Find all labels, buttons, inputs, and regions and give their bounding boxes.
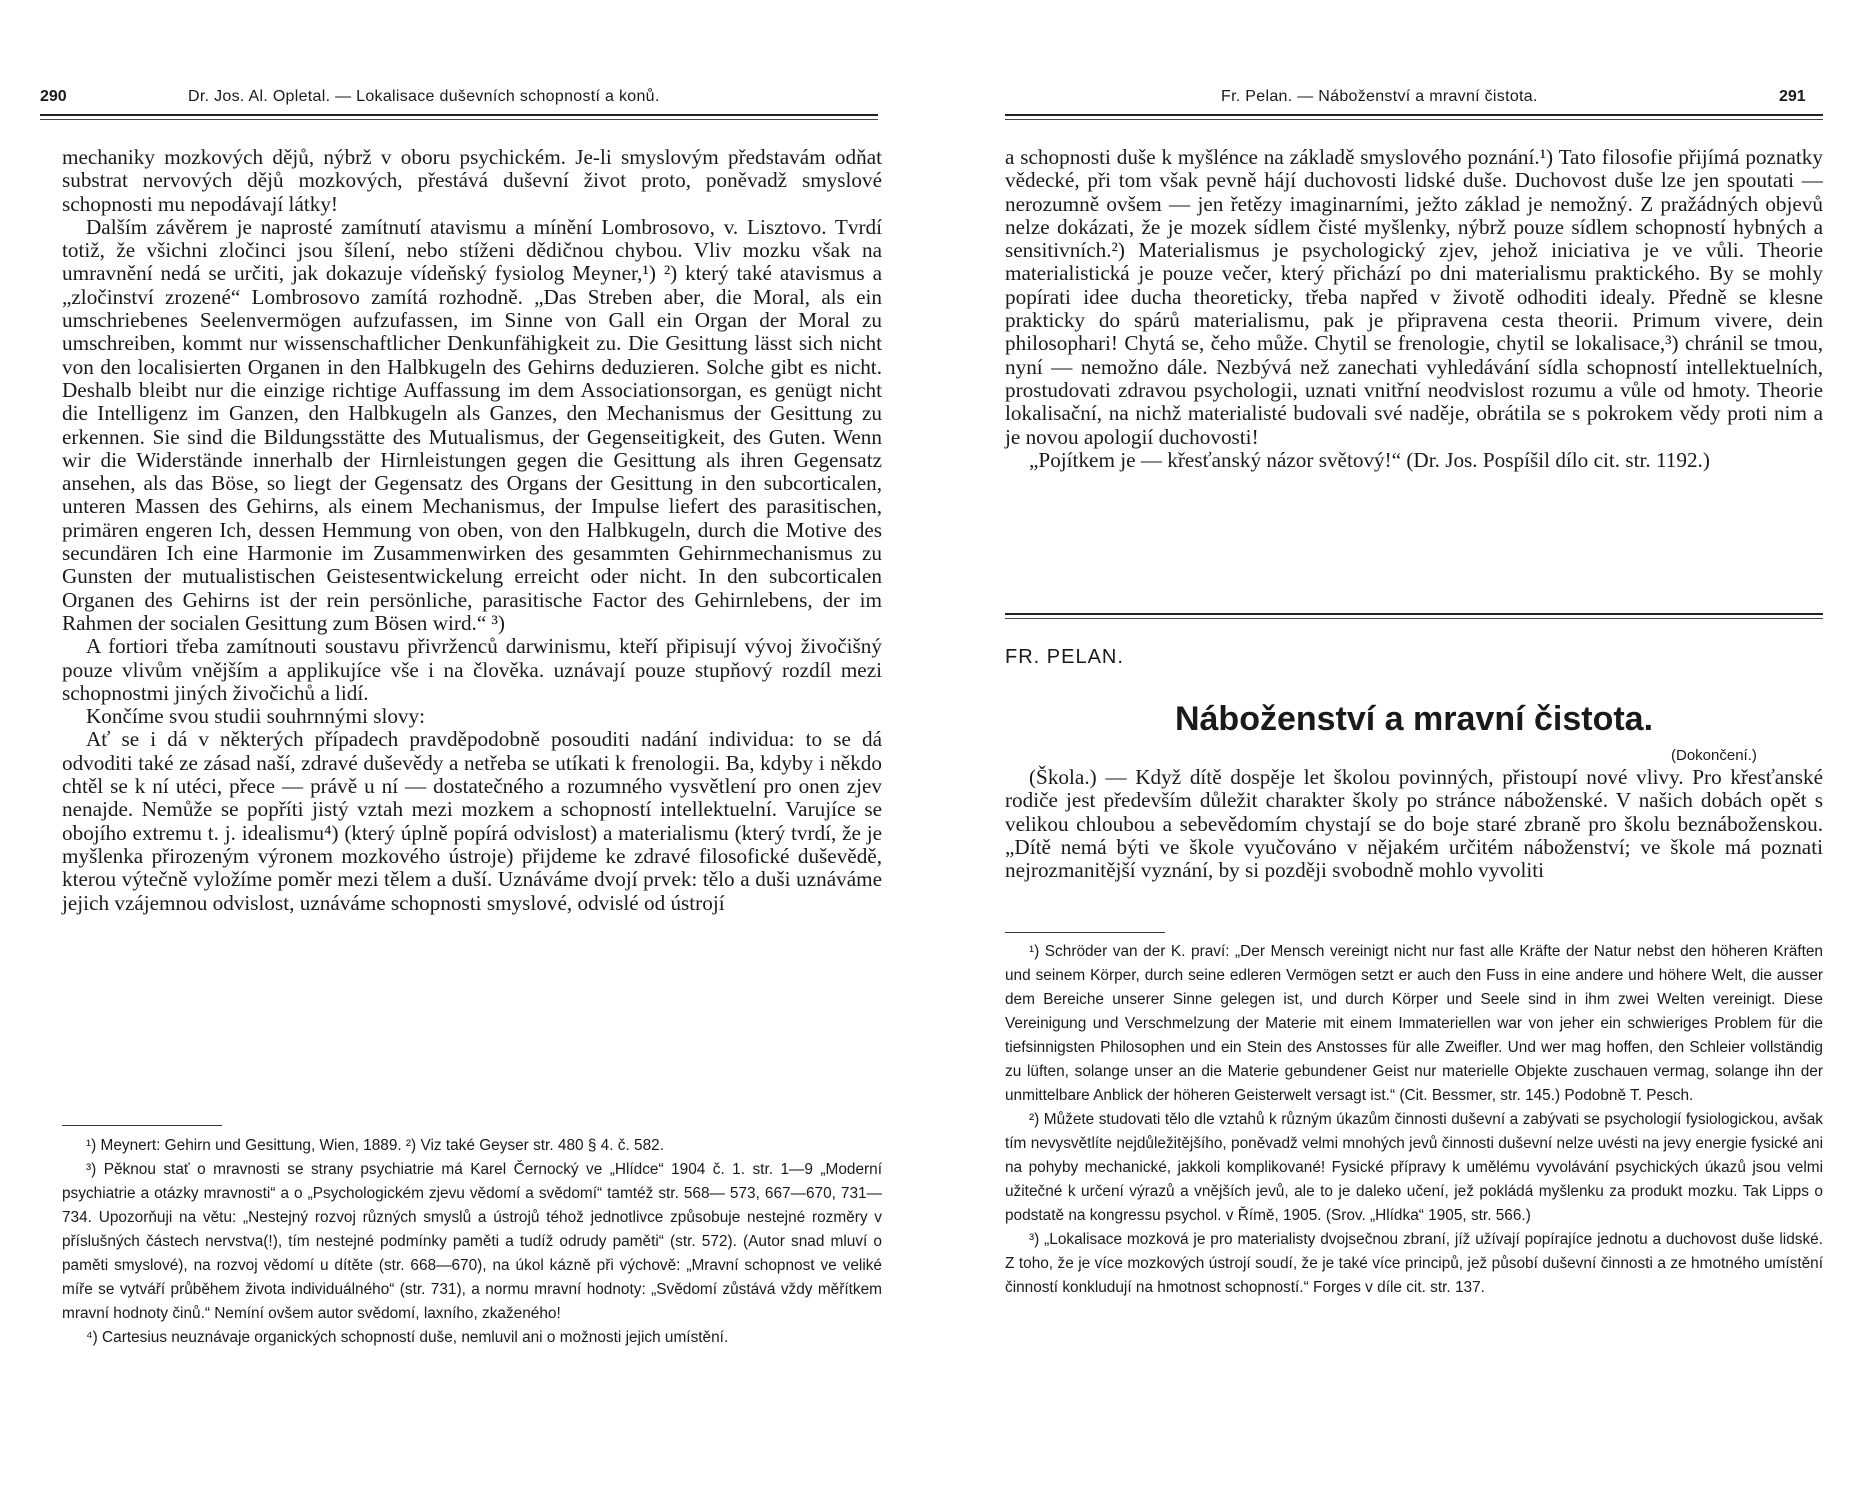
left-paragraph: mechaniky mozkových dějů, nýbrž v oboru psychickém. Je-li smyslovým představám odňat substrat nervových dějů mozkových, přestává duševní život proto, poněvadž smyslové schopnosti mu nepodávají látky! — [62, 145, 882, 216]
right-header — [931, 88, 1862, 112]
left-page-number: 290 — [40, 88, 67, 105]
left-footnotes — [62, 1134, 882, 1350]
footnote: ⁴) Cartesius neuznávaje organických schopností duše, nemluvil ani o možnosti jejich umístění. — [86, 1329, 729, 1346]
right-body-text — [1005, 146, 1823, 472]
right-page-number: 291 — [1779, 88, 1806, 105]
section-divider-rule-thin — [1005, 618, 1823, 619]
left-paragraph: Ať se i dá v některých případech pravděpodobně posouditi nadání individua: to se dá odvoditi také ze zásad naší, zdravé duševědy a netřeba se utíkati k frenologii. Ba, kdyby i někdo chtěl se k ní utéci, přece — právě u ní — dostatečného a rozumného vysvětlení pro onen zjev nenajde. Nemůže se popříti jistý vztah mezi mozkem a schopností intellektuelní. Varujíce se obojího extremu t. j. idealismu⁴) (který úplně popírá odvislost) a materialismu (který tvrdí, že je myšlenka přirozeným výronem mozkového ústroje) přijdeme ke zdravé filosofické duševědě, kterou výtečně vyložíme poměr mezi tělem a duší. Uznáváme dvojí prvek: tělo a duši uznáváme jejich vzájemnou odvislost, uznáváme schopnosti smyslové, odvislé od ústrojí — [62, 727, 882, 915]
left-footnote-rule — [62, 1125, 222, 1126]
right-running-head: Fr. Pelan. — Náboženství a mravní čistota. — [1221, 88, 1538, 105]
article-author: FR. PELAN. — [1005, 646, 1124, 668]
left-paragraph: Končíme svou studii souhrnnými slovy: — [86, 704, 425, 729]
article-continuation-note: (Dokončení.) — [1671, 747, 1757, 764]
left-paragraph: Dalším závěrem je naprosté zamítnutí atavismu a mínění Lombrosovo, v. Lisztovo. Tvrdí totiž, že všichni zločinci jsou šílení, nebo stíženi dědičnou chybou. Vliv mozku však na umravnění nedá se určiti, jak dokazuje vídeňský fysiolog Meyner,¹) ²) který také atavismus a „zločinství zrozené“ Lombrosovo zamítá rozhodně. „Das Streben aber, die Moral, als ein umschriebenes Seelenvermögen aufzufassen, im Sinne von Gall ein Organ der Moral zu umschreiben, kommt nur wissenschaftlicher Denkunfähigkeit zu. Die Gesittung lässt sich nicht von den localisierten Organen in den Halbkugeln des Gehirns deduzieren. Solche gibt es nicht. Deshalb bleibt nur die einzige richtige Auffassung im dem Associationsorgan, es genügt nicht die Intelligenz im Ganzen, den Halbkugeln als Ganzes, den Mechanismus der Gesittung zu erkennen. Sie sind die Bildungsstätte des Mutualismus, der Gegenseitigkeit, des Guten. Wenn wir die Widerstände innerhalb der Hirnleistungen gegen die Gesittung als ihren Gegensatz ansehen, als das Böse, so liegt der Gegensatz des Organs der Gesittung in den subcorticalen, unteren Massen des Gehirns, als einem Mechanismus, der Impulse liefert des parasitischen, primären engeren Ich, dessen Hemmung von oben, von den Halbkugeln, durch die Motive des secundären Ich eine Harmonie im Zusammenwirken des gesammten Gehirnmechanismus zu Gunsten der mutualistischen Geistesentwickelung erreicht oder nicht. In den subcorticalen Organen des Gehirns ist der rein persönliche, parasitische Factor des Gehirnlebens, der im Rahmen der socialen Gesittung zum Bösen wird.“ ³) — [62, 214, 882, 635]
right-footnotes — [1005, 940, 1823, 1300]
right-footnote-rule — [1005, 932, 1165, 933]
article-title: Náboženství a mravní čistota. — [1174, 700, 1654, 738]
section-divider-rule — [1005, 613, 1823, 615]
footnote: ³) „Lokalisace mozková je pro materialisty dvojsečnou zbraní, jíž užívají popírajíce jednotu a duchovost duše lidské. Z toho, že je více mozkových ústrojí soudí, že je také více principů, jež působí duševní činnosti a ze hmotného umístění činností konkludují na hmotnost schopností.“ Forges v díle cit. str. 137. — [1005, 1231, 1823, 1296]
left-header — [0, 88, 931, 112]
footnote: ¹) Meynert: Gehirn und Gesittung, Wien, 1889. ²) Viz také Geyser str. 480 § 4. č. 582. — [86, 1137, 664, 1154]
right-paragraph: „Pojítkem je — křesťanský názor světový!“ (Dr. Jos. Pospíšil dílo cit. str. 1192.) — [1029, 447, 1710, 472]
footnote: ²) Můžete studovati tělo dle vztahů k různým úkazům činnosti duševní a zabývati se psychologií fysiologickou, avšak tím nevysvětlíte nejdůležitějšího, poněvadž velmi mnohých jevů činnosti duševní nelze uvésti na jevy energie fysické ani na pohyby mechanické, jakkoli komplikované! Fysické přípravy k umělému vyvolávání psychických úkazů jsou velmi užitečné k určení výrazů a vnějších jevů, ale to je daleko učení, jež pokládá myšlenku za produkt mozku. Tak Lipps o podstatě na kongressu psychol. v Římě, 1905. (Srov. „Hlídka“ 1905, str. 566.) — [1005, 1111, 1823, 1224]
footnote: ¹) Schröder van der K. praví: „Der Mensch vereinigt nicht nur fast alle Kräfte der Natur nebst den höheren Kräften und seinem Körper, durch seine edleren Vermögen setzt er auch den Fuss in eine andere und höhere Welt, die ausser dem Bereiche unserer Sinne gelegen ist, und durch Körper und Seele sind in ihm zwei Welten vereinigt. Diese Vereinigung und Verschmelzung der Materie mit einem Immateriellen war von jeher ein schwieriges Problem für die tiefsinnigsten Philosophen und ein Stein des Anstosses für alle Zweifler. Und wer mag hoffen, den Schleier vollständig zu lüften, solange unser an die Materie gebundener Geist nur materielle Objekte zuschauen vermag, solange ihn der unmittelbare Anblick der höheren Geisterwelt versagt ist.“ (Cit. Bessmer, str. 145.) Podobně T. Pesch. — [1005, 943, 1823, 1104]
article-body-text — [1005, 766, 1823, 882]
right-header-rule-thin — [1005, 119, 1823, 120]
right-header-rule — [1005, 114, 1823, 116]
left-paragraph: A fortiori třeba zamítnouti soustavu přivrženců darwinismu, kteří připisují vývoj živočišný pouze vlivům vnějším a applikujíce vše i na člověka. uznávají pouze stupňový rozdíl mezi schopnostmi jiných živočichů a lidí. — [62, 634, 882, 705]
right-paragraph: a schopnosti duše k myšlénce na základě smyslového poznání.¹) Tato filosofie přijímá poznatky vědecké, při tom však pevně hájí duchovosti lidské duše. Duchovost duše lze jen spoutati — nerozumně ovšem — jen řetězy imaginarními, ježto základ je nemožný. Z pražádných objevů nelze dokázati, že je mozek sídlem čisté myšlenky, nýbrž pouze sídlem schopností hybných a sensitivních.²) Materialismus je psychologický zjev, jehož iniciativa je ve vůli. Theorie materialistická je pouze večer, který přichází po dni materialismu praktického. By se mohly popírati idee ducha theoreticky, třeba napřed v životě odhoditi idealy. Předně se klesne prakticky do spárů materialismu, pak je připravena cesta theorii. Primum vivere, dein philosophari! Chytá se, čeho může. Chytil se frenologie, chytil se lokalisace,³) chránil se tmou, nyní — nemožno dále. Nezbývá než zanechati vyhledávání sídla schopností intellektuelních, prostudovati zdravou psychologii, uznati vnitřní neodvislost rozumu a vůle od hmoty. Theorie lokalisační, na nichž materialisté budovali své naděje, obrátila se s pokrokem vědy proti nim a je novou apologií duchovosti! — [1005, 145, 1823, 449]
article-paragraph: (Škola.) — Když dítě dospěje let školou povinných, přistoupí nové vlivy. Pro křesťanské rodiče jest především důležit charakter školy po stránce náboženské. V našich dobách opět s velikou chloubou a sebevědomím chystají se do boje staré zbraně pro školu beznáboženskou. „Dítě nemá býti ve škole vyučováno v nějakém určitém náboženství; ve škole má poznati nejrozmanitější vyznání, by si později svobodně mohlo vyvoliti — [1005, 765, 1823, 883]
footnote: ³) Pěknou stať o mravnosti se strany psychiatrie má Karel Černocký ve „Hlídce“ 1904 č. 1. str. 1—9 „Moderní psychiatrie a otázky mravnosti“ a o „Psychologickém zjevu vědomí a svědomí“ tamtéž str. 568— 573, 667—670, 731—734. Upozorňuji na větu: „Nestejný rozvoj různých smyslů a ústrojů téhož jednotlivce způsobuje nestejné rozměry v příslušných částech nervstva(!), tím nestejné podmínky paměti a tudíž odrudy paměti“ (str. 572). (Autor snad mluví o paměti smyslové), na rozvoj vědomí u dítěte (str. 668—670), na úkol kázně při výchově: „Mravní schopnost ve veliké míře se vytváří průběhem života individuálného“ (str. 731), a normu mravní hodnoty: „Svědomí zůstává vždy měřítkem mravní hodnoty činů.“ Nemíní ovšem autor svědomí, laxního, zkaženého! — [62, 1161, 882, 1322]
left-body-text — [62, 146, 882, 915]
left-running-head: Dr. Jos. Al. Opletal. — Lokalisace duševních schopností a konů. — [188, 88, 660, 105]
left-header-rule — [40, 114, 878, 116]
left-header-rule-thin — [40, 119, 878, 120]
right-page — [931, 0, 1862, 1500]
